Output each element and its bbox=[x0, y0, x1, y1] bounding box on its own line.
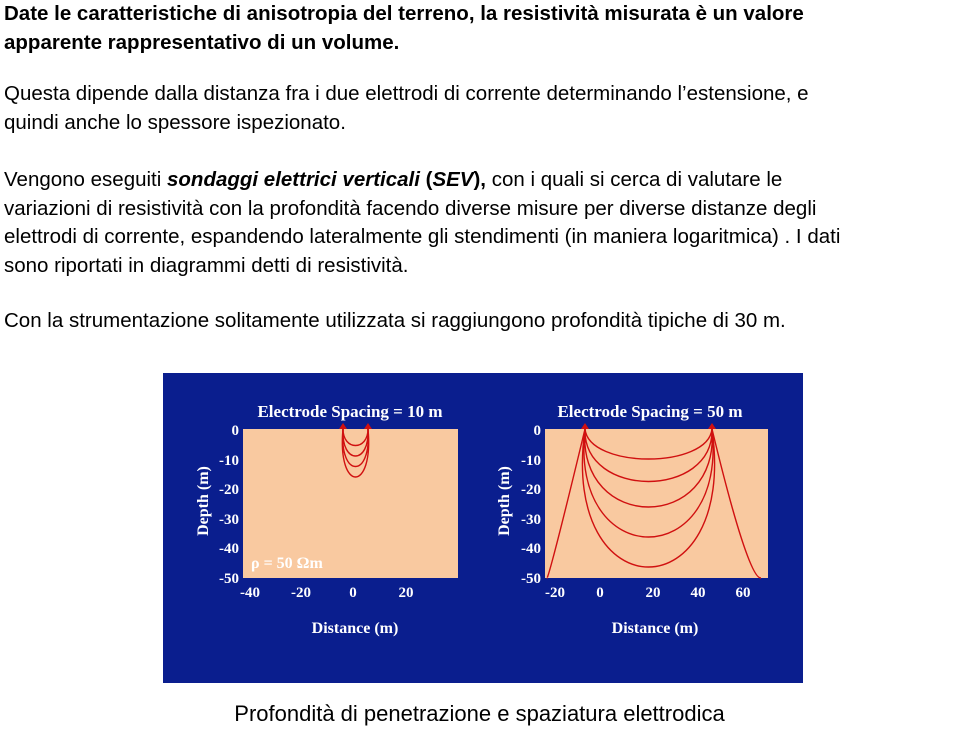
right-panel-title: Electrode Spacing = 50 m bbox=[557, 402, 743, 421]
text-segment: ( bbox=[419, 168, 433, 191]
term-sev-emphasis: sondaggi elettrici verticali bbox=[167, 168, 420, 191]
acronym-sev: SEV bbox=[432, 168, 474, 191]
ytick-label: -20 bbox=[219, 482, 239, 498]
right-xlabel: Distance (m) bbox=[611, 620, 699, 637]
left-panel-title: Electrode Spacing = 10 m bbox=[257, 402, 443, 421]
figure-svg bbox=[163, 373, 803, 683]
text-segment: Vengono eseguiti bbox=[4, 168, 167, 191]
text-line: sono riportati in diagrammi detti di resistività. bbox=[4, 253, 409, 277]
text-line bbox=[4, 166, 959, 195]
xtick-label: 0 bbox=[349, 585, 357, 601]
ytick-label: -30 bbox=[521, 512, 541, 528]
text-line: Date le caratteristiche di anisotropia del terreno, la resistività misurata è un valore bbox=[4, 2, 804, 25]
left-xticks bbox=[240, 585, 414, 601]
ytick-label: -40 bbox=[219, 541, 239, 557]
text-segment: con i quali si cerca di valutare le bbox=[486, 168, 783, 191]
xtick-label: 20 bbox=[645, 585, 661, 601]
text-line: Con la strumentazione solitamente utilizzata si raggiungono profondità tipiche di 30 m. bbox=[4, 309, 786, 332]
xtick-label: -40 bbox=[240, 585, 260, 601]
ytick-label: -10 bbox=[521, 453, 541, 469]
ytick-label: -40 bbox=[521, 541, 541, 557]
left-resistivity-annotation: ρ = 50 Ωm bbox=[251, 555, 323, 572]
left-xlabel: Distance (m) bbox=[311, 620, 399, 637]
ytick-label: -10 bbox=[219, 453, 239, 469]
electrode-spacing-figure bbox=[163, 373, 803, 683]
left-yticks bbox=[219, 423, 239, 587]
xtick-label: -20 bbox=[545, 585, 565, 601]
xtick-label: 0 bbox=[596, 585, 604, 601]
right-ylabel: Depth (m) bbox=[496, 466, 513, 536]
text-line: apparente rappresentativo di un volume. bbox=[4, 30, 400, 54]
text-line: Questa dipende dalla distanza fra i due elettrodi di corrente determinando l’estensione, e bbox=[4, 82, 809, 105]
ytick-label: -20 bbox=[521, 482, 541, 498]
left-ylabel: Depth (m) bbox=[195, 466, 212, 536]
xtick-label: -20 bbox=[291, 585, 311, 601]
right-xticks bbox=[545, 585, 751, 601]
text-line: variazioni di resistività con la profondità facendo diverse misure per diverse distanze degli bbox=[4, 196, 817, 220]
text-segment: ), bbox=[473, 168, 487, 191]
text-line: quindi anche lo spessore ispezionato. bbox=[4, 110, 346, 134]
paragraph-distance bbox=[4, 80, 959, 137]
xtick-label: 60 bbox=[735, 585, 751, 601]
ytick-label: -50 bbox=[521, 571, 541, 587]
paragraph-depth bbox=[4, 307, 959, 336]
ytick-label: 0 bbox=[533, 423, 541, 439]
left-electrodes bbox=[339, 423, 372, 429]
figure-caption: Profondità di penetrazione e spaziatura elettrodica bbox=[234, 701, 725, 726]
ytick-label: -30 bbox=[219, 512, 239, 528]
xtick-label: 40 bbox=[690, 585, 706, 601]
text-line: elettrodi di corrente, espandendo lateralmente gli stendimenti (in maniera logaritmica) . I dati bbox=[4, 225, 841, 248]
right-ground bbox=[545, 429, 768, 578]
ytick-label: 0 bbox=[231, 423, 239, 439]
paragraph-intro bbox=[4, 0, 959, 57]
right-yticks bbox=[521, 423, 541, 587]
xtick-label: 20 bbox=[398, 585, 414, 601]
right-electrodes bbox=[581, 423, 716, 429]
ytick-label: -50 bbox=[219, 571, 239, 587]
paragraph-sev bbox=[4, 166, 959, 280]
